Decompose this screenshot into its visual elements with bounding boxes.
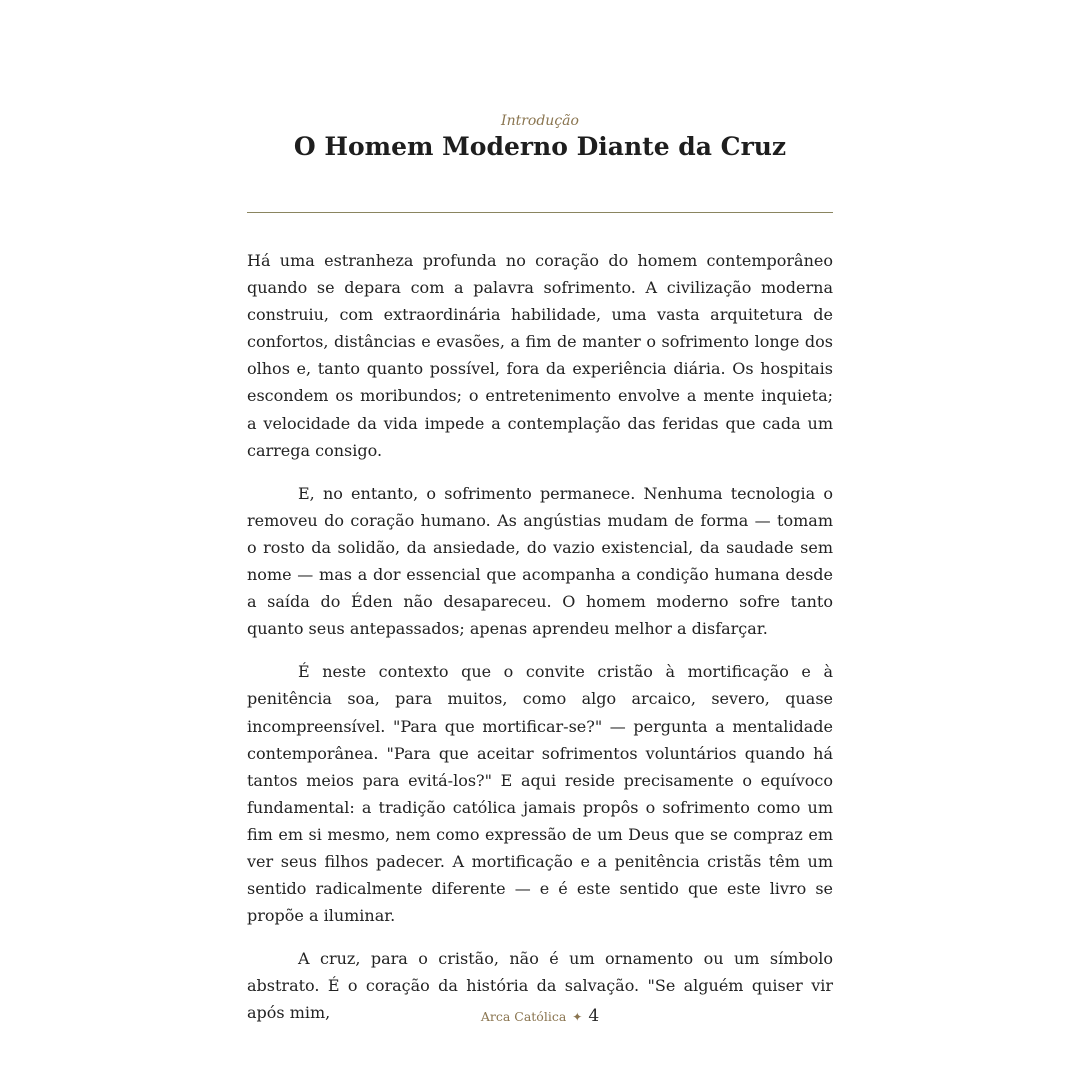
paragraph-1: Há uma estranheza profunda no coração do homem contemporâneo quando se depara com a palavra sofrimento. A civilização moderna construiu, com extraordinária habilidade, uma vasta arquitetura de confortos, distâncias e evasões, a fim de manter o sofrimento longe dos olhos e, tanto quanto possível, fora da experiência diária. Os hospitais escondem os moribundos; o entretenimento envolve a mente inquieta; a velocidade da vida impede a contemplação das feridas que cada um carrega consigo. bbox=[247, 251, 833, 460]
book-page bbox=[247, 0, 833, 1080]
chapter-kicker: Introdução bbox=[501, 113, 579, 129]
paragraph-2: E, no entanto, o sofrimento permanece. Nenhuma tecnologia o removeu do coração humano. As angústias mudam de forma — tomam o rosto da solidão, da ansiedade, do vazio existencial, da saudade sem nome — mas a dor essencial que acompanha a condição humana desde a saída do Éden não desapareceu. O homem moderno sofre tanto quanto seus antepassados; apenas aprendeu melhor a disfarçar. bbox=[247, 483, 833, 639]
page-footer bbox=[247, 1005, 833, 1028]
page-number: 4 bbox=[588, 1006, 600, 1026]
paragraph-3: É neste contexto que o convite cristão à mortificação e à penitência soa, para muitos, como algo arcaico, severo, quase incompreensível. "Para que mortificar-se?" — pergunta a mentalidade contemporânea. "Para que aceitar sofrimentos voluntários quando há tantos meios para evitá-los?" E aqui reside precisamente o equívoco fundamental: a tradição católica jamais propôs o sofrimento como um fim em si mesmo, nem como expressão de um Deus que se compraz em ver seus filhos padecer. A mortificação e a penitência cristãs têm um sentido radicalmente diferente — e é este sentido que este livro se propõe a iluminar. bbox=[247, 662, 833, 926]
title-divider bbox=[247, 212, 833, 213]
star-separator-icon: ✦ bbox=[572, 1010, 583, 1024]
footer-brand: Arca Católica bbox=[480, 1009, 567, 1024]
paragraph-4: A cruz, para o cristão, não é um ornamento ou um símbolo abstrato. É o coração da história da salvação. "Se alguém quiser vir após mim, bbox=[247, 949, 833, 1023]
chapter-title: O Homem Moderno Diante da Cruz bbox=[293, 132, 787, 161]
